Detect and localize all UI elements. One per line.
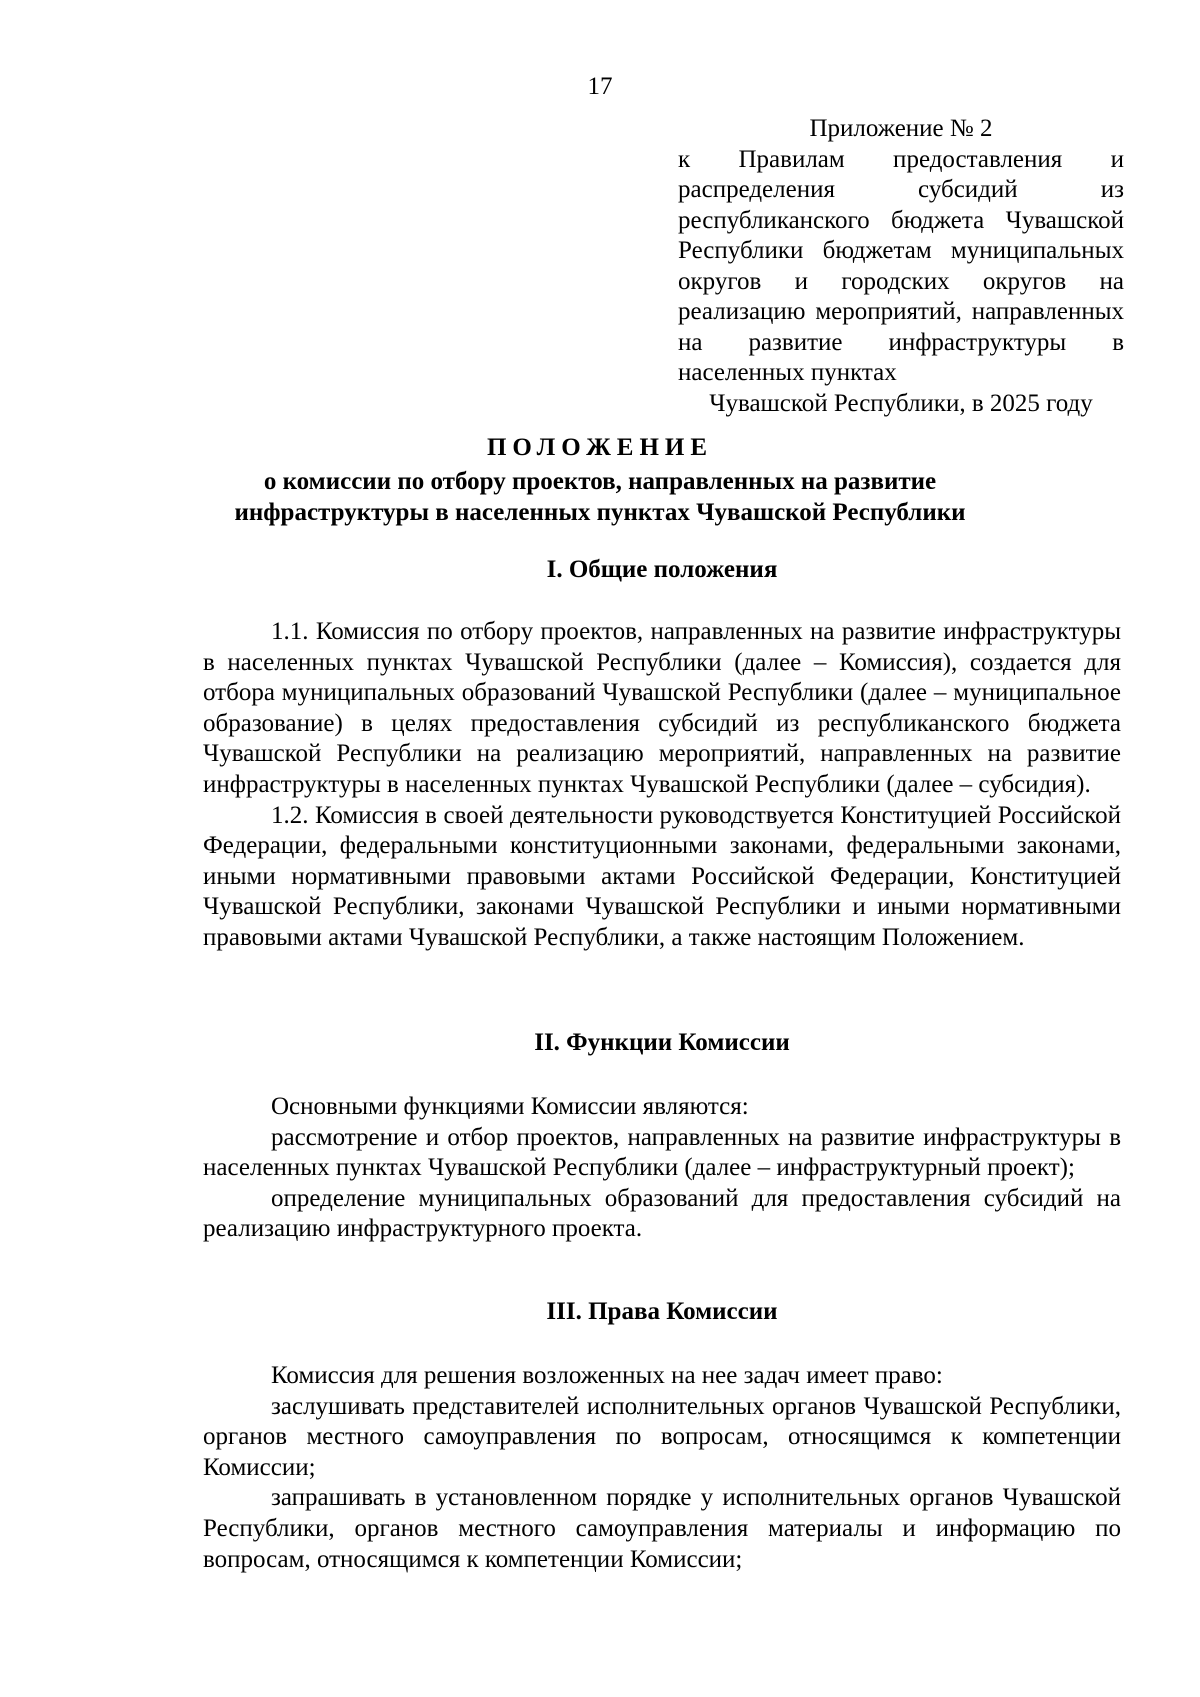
paragraph: Комиссия для решения возложенных на нее задач имеет право: — [271, 1362, 943, 1389]
appendix-text-body: к Правилам предоставления и распределения субсидий из республиканского бюджета Чувашской Республики бюджетам муниципальных округов и городских округов на реализацию мероприятий, направленных на развитие инфраструктуры в населенных пунктах — [678, 145, 1124, 386]
appendix-block — [678, 114, 1124, 419]
document-title: ПОЛОЖЕНИЕ — [486, 434, 714, 461]
section-heading: III. Права Комиссии — [546, 1298, 778, 1325]
page-number: 17 — [587, 73, 613, 100]
section-heading: I. Общие положения — [546, 556, 778, 583]
section-commission-rights — [203, 1297, 1121, 1575]
paragraph: Основными функциями Комиссии являются: — [271, 1093, 749, 1120]
paragraph: заслушивать представителей исполнительных органов Чувашской Республики, органов местного самоуправления по вопросам, относящимся к компетенции Комиссии; — [203, 1392, 1121, 1481]
section-body — [203, 617, 1121, 954]
section-body — [203, 1361, 1121, 1575]
paragraph: 1.2. Комиссия в своей деятельности руководствуется Конституцией Российской Федерации, федеральными конституционными законами, федеральными законами, иными нормативными правовыми актами Российской Федерации, Конституцией Чувашской Республики, законами Чувашской Республики и иными нормативными правовыми актами Чувашской Республики, а также настоящим Положением. — [203, 801, 1121, 951]
paragraph: 1.1. Комиссия по отбору проектов, направленных на развитие инфраструктуры в населенных пунктах Чувашской Республики (далее – Комиссия), создается для отбора муниципальных образований Чувашской Республики (далее – муниципальное образование) в целях предоставления субсидий из республиканского бюджета Чувашской Республики на реализацию мероприятий, направленных на развитие инфраструктуры в населенных пунктах Чувашской Республики (далее – субсидия). — [203, 618, 1121, 798]
paragraph: рассмотрение и отбор проектов, направленных на развитие инфраструктуры в населенных пунктах Чувашской Республики (далее – инфраструктурный проект); — [203, 1123, 1121, 1182]
appendix-title: Приложение № 2 — [809, 115, 993, 142]
section-commission-functions — [203, 1028, 1121, 1245]
paragraph: запрашивать в установленном порядке у исполнительных органов Чувашской Республики, органов местного самоуправления материалы и информацию по вопросам, относящимся к компетенции Комиссии; — [203, 1484, 1121, 1573]
section-heading: II. Функции Комиссии — [534, 1029, 790, 1056]
section-body — [203, 1092, 1121, 1245]
section-general-provisions — [203, 555, 1121, 954]
appendix-text — [678, 145, 1124, 420]
paragraph: определение муниципальных образований для предоставления субсидий на реализацию инфраструктурного проекта. — [203, 1184, 1121, 1243]
document-subtitle: о комиссии по отбору проектов, направленных на развитие инфраструктуры в населенных пунктах Чувашской Республики — [234, 468, 966, 526]
appendix-text-last-line: Чувашской Республики, в 2025 году — [709, 389, 1093, 417]
